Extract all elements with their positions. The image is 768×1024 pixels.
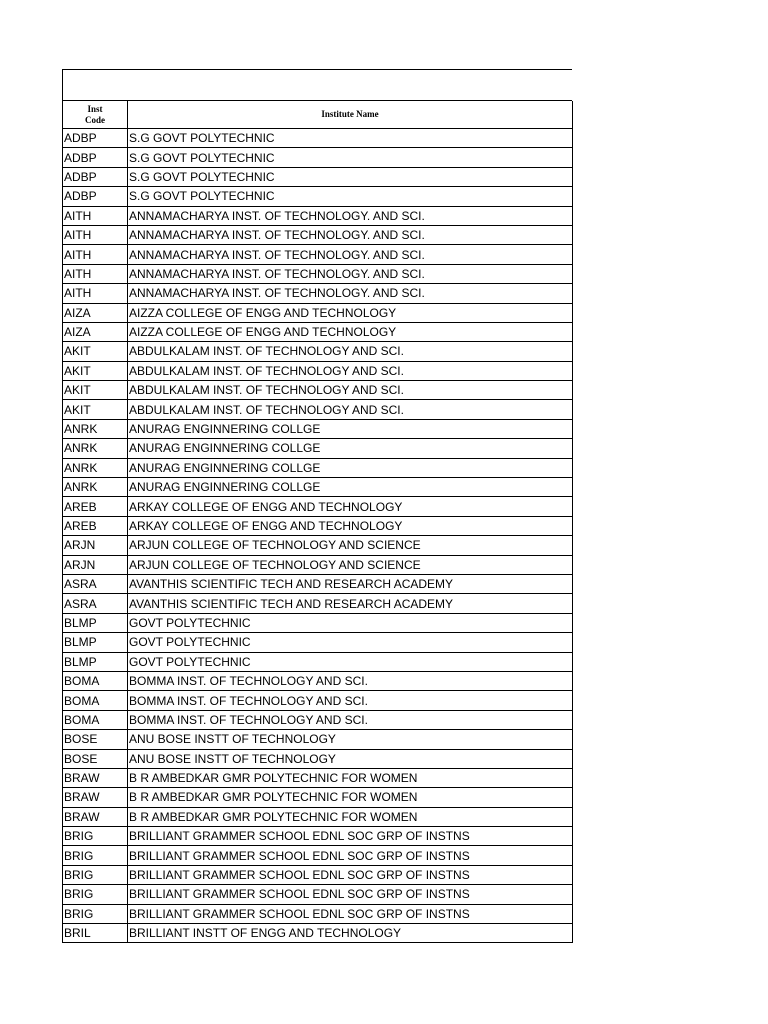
institute-sheet [62,69,572,943]
table-row [63,148,573,167]
inst-code-cell: BOMA [63,710,128,729]
table-row [63,924,573,943]
table-row [63,536,573,555]
institute-name-cell: AVANTHIS SCIENTIFIC TECH AND RESEARCH ACADEMY [128,574,573,593]
inst-code-cell: AIZA [63,322,128,341]
table-row [63,516,573,535]
inst-code-header-line2: Code [85,114,105,125]
table-row [63,206,573,225]
inst-code-cell: ASRA [63,574,128,593]
inst-code-cell: BRIG [63,885,128,904]
institute-name-cell: S.G GOVT POLYTECHNIC [128,167,573,186]
inst-code-cell: ADBP [63,129,128,148]
table-row [63,381,573,400]
table-row [63,129,573,148]
table-row [63,264,573,283]
table-row [63,827,573,846]
table-row [63,652,573,671]
institute-table [62,101,573,943]
table-row [63,245,573,264]
inst-code-cell: AIZA [63,303,128,322]
institute-name-cell: ANURAG ENGINNERING COLLGE [128,478,573,497]
institute-name-cell: ANURAG ENGINNERING COLLGE [128,439,573,458]
table-row [63,342,573,361]
table-row [63,419,573,438]
inst-code-cell: BOMA [63,691,128,710]
institute-name-cell: ABDULKALAM INST. OF TECHNOLOGY AND SCI. [128,342,573,361]
inst-code-cell: BRIG [63,827,128,846]
inst-code-cell: ADBP [63,167,128,186]
inst-code-cell: AITH [63,245,128,264]
inst-code-cell: AITH [63,284,128,303]
inst-code-cell: ARJN [63,555,128,574]
inst-code-cell: BRAW [63,768,128,787]
table-row [63,749,573,768]
institute-name-cell: ANNAMACHARYA INST. OF TECHNOLOGY. AND SCI. [128,264,573,283]
inst-code-cell: BRAW [63,788,128,807]
institute-name-cell: ABDULKALAM INST. OF TECHNOLOGY AND SCI. [128,361,573,380]
inst-code-cell: ANRK [63,478,128,497]
table-row [63,807,573,826]
inst-code-cell: ADBP [63,187,128,206]
table-row [63,225,573,244]
inst-code-cell: AITH [63,264,128,283]
inst-code-cell: ANRK [63,458,128,477]
inst-code-cell: BOMA [63,671,128,690]
inst-code-cell: AKIT [63,381,128,400]
inst-code-cell: ADBP [63,148,128,167]
institute-name-cell: BOMMA INST. OF TECHNOLOGY AND SCI. [128,671,573,690]
institute-name-cell: S.G GOVT POLYTECHNIC [128,148,573,167]
institute-name-cell: ANNAMACHARYA INST. OF TECHNOLOGY. AND SCI. [128,206,573,225]
institute-name-cell: AVANTHIS SCIENTIFIC TECH AND RESEARCH ACADEMY [128,594,573,613]
table-row [63,167,573,186]
inst-code-cell: AKIT [63,342,128,361]
inst-code-cell: AITH [63,206,128,225]
institute-name-cell: ANNAMACHARYA INST. OF TECHNOLOGY. AND SCI. [128,245,573,264]
inst-code-cell: AREB [63,516,128,535]
institute-name-cell: GOVT POLYTECHNIC [128,652,573,671]
inst-code-cell: BRIL [63,924,128,943]
inst-code-cell: BRIG [63,846,128,865]
inst-code-cell: ARJN [63,536,128,555]
institute-name-cell: ARJUN COLLEGE OF TECHNOLOGY AND SCIENCE [128,555,573,574]
institute-name-cell: ABDULKALAM INST. OF TECHNOLOGY AND SCI. [128,400,573,419]
institute-name-cell: ANU BOSE INSTT OF TECHNOLOGY [128,749,573,768]
table-row [63,671,573,690]
institute-name-cell: GOVT POLYTECHNIC [128,633,573,652]
table-row [63,400,573,419]
institute-name-cell: ARJUN COLLEGE OF TECHNOLOGY AND SCIENCE [128,536,573,555]
inst-code-cell: ASRA [63,594,128,613]
table-row [63,555,573,574]
inst-code-cell: BRAW [63,807,128,826]
institute-name-cell: BOMMA INST. OF TECHNOLOGY AND SCI. [128,710,573,729]
institute-name-cell: S.G GOVT POLYTECHNIC [128,187,573,206]
institute-name-cell: BRILLIANT GRAMMER SCHOOL EDNL SOC GRP OF INSTNS [128,885,573,904]
inst-code-cell: BLMP [63,613,128,632]
table-row [63,768,573,787]
table-row [63,303,573,322]
institute-name-cell: BRILLIANT INSTT OF ENGG AND TECHNOLOGY [128,924,573,943]
table-row [63,497,573,516]
institute-name-cell: BOMMA INST. OF TECHNOLOGY AND SCI. [128,691,573,710]
institute-name-cell: AIZZA COLLEGE OF ENGG AND TECHNOLOGY [128,303,573,322]
table-row [63,846,573,865]
institute-name-cell: BRILLIANT GRAMMER SCHOOL EDNL SOC GRP OF INSTNS [128,846,573,865]
inst-code-cell: BRIG [63,904,128,923]
inst-code-cell: AKIT [63,361,128,380]
inst-code-cell: BLMP [63,652,128,671]
table-row [63,710,573,729]
institute-name-cell: BRILLIANT GRAMMER SCHOOL EDNL SOC GRP OF INSTNS [128,904,573,923]
table-row [63,904,573,923]
inst-code-cell: BLMP [63,633,128,652]
institute-name-cell: BRILLIANT GRAMMER SCHOOL EDNL SOC GRP OF INSTNS [128,865,573,884]
table-row [63,691,573,710]
table-row [63,361,573,380]
institute-name-cell: ABDULKALAM INST. OF TECHNOLOGY AND SCI. [128,381,573,400]
inst-code-cell: AKIT [63,400,128,419]
inst-code-cell: BRIG [63,865,128,884]
table-row [63,885,573,904]
institute-name-cell: B R AMBEDKAR GMR POLYTECHNIC FOR WOMEN [128,807,573,826]
institute-name-cell: B R AMBEDKAR GMR POLYTECHNIC FOR WOMEN [128,788,573,807]
header-row [63,101,573,129]
institute-name-cell: AIZZA COLLEGE OF ENGG AND TECHNOLOGY [128,322,573,341]
table-row [63,594,573,613]
institute-name-cell: ARKAY COLLEGE OF ENGG AND TECHNOLOGY [128,497,573,516]
inst-code-header-line1: Inst [87,103,103,114]
table-row [63,574,573,593]
table-row [63,322,573,341]
institute-name-cell: ANURAG ENGINNERING COLLGE [128,419,573,438]
institute-name-cell: B R AMBEDKAR GMR POLYTECHNIC FOR WOMEN [128,768,573,787]
table-row [63,284,573,303]
inst-code-cell: AREB [63,497,128,516]
table-row [63,439,573,458]
table-row [63,478,573,497]
institute-name-cell: ARKAY COLLEGE OF ENGG AND TECHNOLOGY [128,516,573,535]
title-row [62,69,572,101]
table-row [63,613,573,632]
institute-name-cell: BRILLIANT GRAMMER SCHOOL EDNL SOC GRP OF INSTNS [128,827,573,846]
table-row [63,865,573,884]
table-row [63,730,573,749]
institute-name-cell: ANNAMACHARYA INST. OF TECHNOLOGY. AND SCI. [128,284,573,303]
table-row [63,458,573,477]
institute-name-header: Institute Name [128,101,573,129]
table-row [63,633,573,652]
institute-name-cell: S.G GOVT POLYTECHNIC [128,129,573,148]
inst-code-cell: ANRK [63,419,128,438]
table-body [63,129,573,943]
inst-code-cell: AITH [63,225,128,244]
institute-name-cell: ANNAMACHARYA INST. OF TECHNOLOGY. AND SCI. [128,225,573,244]
table-row [63,788,573,807]
inst-code-cell: BOSE [63,749,128,768]
inst-code-cell: BOSE [63,730,128,749]
institute-name-cell: ANU BOSE INSTT OF TECHNOLOGY [128,730,573,749]
inst-code-cell: ANRK [63,439,128,458]
institute-name-cell: GOVT POLYTECHNIC [128,613,573,632]
institute-name-cell: ANURAG ENGINNERING COLLGE [128,458,573,477]
inst-code-header [63,101,128,129]
table-row [63,187,573,206]
